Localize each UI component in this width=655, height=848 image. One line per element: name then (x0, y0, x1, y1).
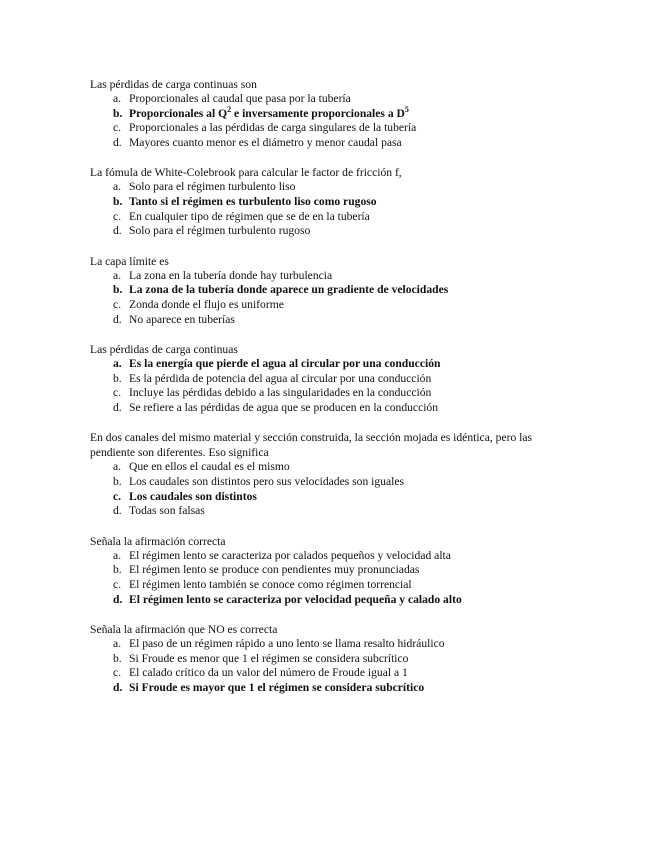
option-letter: d. (113, 680, 123, 694)
option-letter: b. (113, 371, 122, 385)
options-list (90, 460, 570, 519)
option-text: El régimen lento se caracteriza por velocidad pequeña y calado alto (129, 592, 462, 606)
option-letter: b. (113, 651, 122, 665)
option-c (90, 666, 570, 681)
options-list (90, 180, 570, 239)
option-text: Los caudales son distintos (129, 489, 257, 503)
option-d (90, 504, 570, 519)
question-6 (90, 534, 570, 608)
option-text-part: Proporcionales al Q (129, 106, 228, 120)
option-d (90, 224, 570, 239)
options-list (90, 549, 570, 608)
option-a (90, 460, 570, 475)
option-text: Es la energía que pierde el agua al circular por una conducción (129, 356, 441, 370)
option-c (90, 298, 570, 313)
option-letter: c. (113, 577, 122, 591)
option-text: La zona de la tubería donde aparece un gradiente de velocidades (129, 283, 449, 297)
option-text: Mayores cuanto menor es el diámetro y menor caudal pasa (129, 136, 402, 150)
option-c (90, 121, 570, 136)
option-letter: b. (113, 563, 122, 577)
option-b-answer (90, 104, 570, 122)
option-letter: d. (113, 401, 122, 415)
option-c-answer (90, 490, 570, 505)
question-stem: Las pérdidas de carga continuas (90, 342, 238, 356)
options-list (90, 269, 570, 328)
option-b (90, 563, 570, 578)
option-text: Los caudales son distintos pero sus velocidades son iguales (129, 474, 404, 488)
option-text: El régimen lento también se conoce como régimen torrencial (129, 577, 412, 591)
option-text: Todas son falsas (129, 504, 205, 518)
option-letter: a. (113, 460, 122, 474)
option-text: Solo para el régimen turbulento liso (129, 180, 296, 194)
option-text: Incluye las pérdidas debido a las singularidades en la conducción (129, 386, 432, 400)
option-letter: c. (113, 386, 122, 400)
option-text (129, 104, 570, 122)
option-text: Si Froude es mayor que 1 el régimen se considera subcrítico (129, 680, 425, 694)
options-list (90, 637, 570, 696)
option-d (90, 401, 570, 416)
option-text: Se refiere a las pérdidas de agua que se producen en la conducción (129, 401, 439, 415)
option-c (90, 386, 570, 401)
option-a (90, 637, 570, 652)
option-text: En cualquier tipo de régimen que se de en la tubería (129, 209, 370, 223)
superscript: 2 (227, 104, 232, 114)
superscript: 5 (404, 104, 409, 114)
question-3 (90, 254, 570, 328)
option-text: Que en ellos el caudal es el mismo (129, 460, 290, 474)
option-letter: c. (113, 489, 122, 503)
option-letter: d. (113, 592, 123, 606)
option-letter: c. (113, 209, 122, 223)
option-b-answer (90, 195, 570, 210)
option-text-part: e inversamente proporcionales a D (231, 106, 405, 120)
question-stem: La fómula de White-Colebrook para calcular le factor de fricción f, (90, 166, 402, 180)
option-text: Proporcionales al caudal que pasa por la tubería (129, 92, 351, 105)
option-b (90, 372, 570, 387)
options-list (90, 92, 570, 151)
option-letter: a. (113, 548, 122, 562)
option-letter: b. (113, 195, 123, 209)
option-letter: a. (113, 356, 122, 370)
option-letter: d. (113, 136, 122, 150)
option-text: El régimen lento se caracteriza por calados pequeños y velocidad alta (129, 548, 451, 562)
option-text: La zona en la tubería donde hay turbulencia (129, 268, 333, 282)
question-1 (90, 77, 570, 151)
option-letter: b. (113, 474, 122, 488)
option-letter: c. (113, 298, 122, 312)
option-a (90, 180, 570, 195)
question-stem: Las pérdidas de carga continuas son (90, 78, 257, 91)
option-c (90, 578, 570, 593)
option-letter: a. (113, 92, 122, 105)
option-letter: d. (113, 504, 122, 518)
document-page (90, 77, 570, 710)
option-a (90, 92, 570, 107)
question-stem: Señala la afirmación que NO es correcta (90, 622, 278, 636)
options-list (90, 357, 570, 416)
option-a (90, 549, 570, 564)
option-letter: c. (113, 666, 122, 680)
option-letter: a. (113, 180, 122, 194)
option-b (90, 475, 570, 490)
option-d-answer (90, 593, 570, 608)
option-d (90, 313, 570, 328)
option-text: Si Froude es menor que 1 el régimen se considera subcrítico (129, 651, 409, 665)
option-text: El calado crítico da un valor del número de Froude igual a 1 (129, 666, 408, 680)
question-5 (90, 430, 570, 519)
option-text: El paso de un régimen rápido a uno lento se llama resalto hidráulico (129, 636, 445, 650)
option-c (90, 210, 570, 225)
option-letter: b. (113, 283, 123, 297)
option-letter: c. (113, 121, 122, 135)
option-text: Tanto si el régimen es turbulento liso como rugoso (129, 195, 377, 209)
option-text: El régimen lento se produce con pendientes muy pronunciadas (129, 563, 420, 577)
option-text: Proporcionales a las pérdidas de carga singulares de la tubería (129, 121, 417, 135)
option-text: Solo para el régimen turbulento rugoso (129, 224, 311, 238)
question-stem: Señala la afirmación correcta (90, 534, 226, 548)
option-text: Es la pérdida de potencia del agua al circular por una conducción (129, 371, 432, 385)
option-letter: a. (113, 268, 122, 282)
question-2 (90, 165, 570, 239)
option-d (90, 136, 570, 151)
option-letter: a. (113, 636, 122, 650)
option-b (90, 652, 570, 667)
question-4 (90, 342, 570, 416)
question-stem: La capa límite es (90, 254, 169, 268)
option-b-answer (90, 283, 570, 298)
option-a (90, 269, 570, 284)
option-letter: b. (113, 106, 123, 120)
question-stem: En dos canales del mismo material y sección construida, la sección mojada es idéntica, pero las pendiente son diferentes. Eso significa (90, 431, 533, 460)
option-d-answer (90, 681, 570, 696)
option-letter: d. (113, 312, 122, 326)
option-text: No aparece en tuberías (129, 312, 235, 326)
option-letter: d. (113, 224, 122, 238)
question-7 (90, 622, 570, 696)
option-text: Zonda donde el flujo es uniforme (129, 298, 284, 312)
option-a-answer (90, 357, 570, 372)
